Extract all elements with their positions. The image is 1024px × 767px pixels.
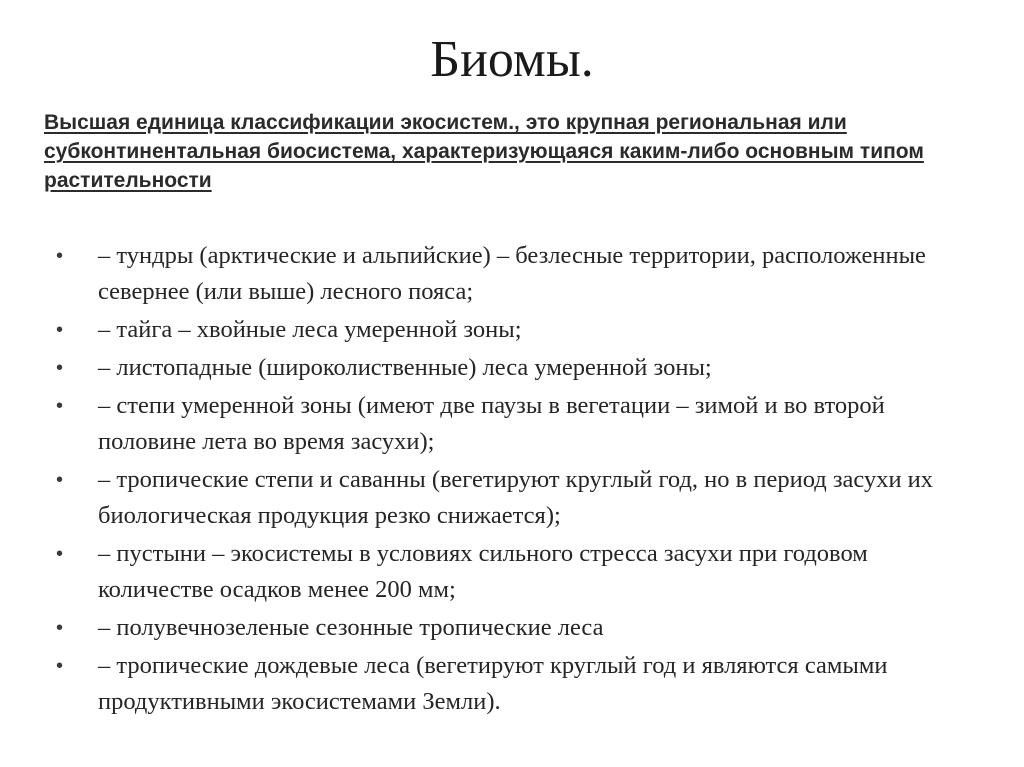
bullet-icon: • <box>56 357 64 379</box>
list-item-text: – пустыни – экосистемы в условиях сильного стресса засухи при годовом количестве осадков менее 200 мм; <box>98 540 868 603</box>
list-item <box>56 350 976 386</box>
slide-title: Биомы. <box>430 31 594 88</box>
list-item <box>56 648 976 720</box>
bullet-icon: • <box>56 469 64 491</box>
list-item-text: – полувечнозеленые сезонные тропические леса <box>98 614 604 641</box>
list-item <box>56 388 976 460</box>
list-item <box>56 536 976 608</box>
bullet-icon: • <box>56 543 64 565</box>
list-item <box>56 610 976 646</box>
bullet-icon: • <box>56 245 64 267</box>
list-item-text: – тропические дождевые леса (вегетируют круглый год и являются самыми продуктивными экосистемами Земли). <box>98 652 888 715</box>
biome-list <box>56 238 976 722</box>
bullet-icon: • <box>56 319 64 341</box>
list-item <box>56 238 976 310</box>
list-item-text: – тропические степи и саванны (вегетируют круглый год, но в период засухи их биологическая продукция резко снижается); <box>98 466 934 529</box>
list-item-text: – тундры (арктические и альпийские) – безлесные территории, расположенные севернее (или выше) лесного пояса; <box>98 242 926 305</box>
definition-text: Высшая единица классификации экосистем., это крупная региональная или субконтинентальная биосистема, характеризующаяся каким-либо основным типом растительности <box>44 111 924 192</box>
list-item-text: – тайга – хвойные леса умеренной зоны; <box>98 316 522 343</box>
list-item <box>56 462 976 534</box>
bullet-icon: • <box>56 617 64 639</box>
list-item-text: – листопадные (широколиственные) леса умеренной зоны; <box>98 354 712 381</box>
bullet-icon: • <box>56 395 64 417</box>
list-item-text: – степи умеренной зоны (имеют две паузы в вегетации – зимой и во второй половине лета во время засухи); <box>98 392 885 455</box>
list-item <box>56 312 976 348</box>
bullet-icon: • <box>56 655 64 677</box>
